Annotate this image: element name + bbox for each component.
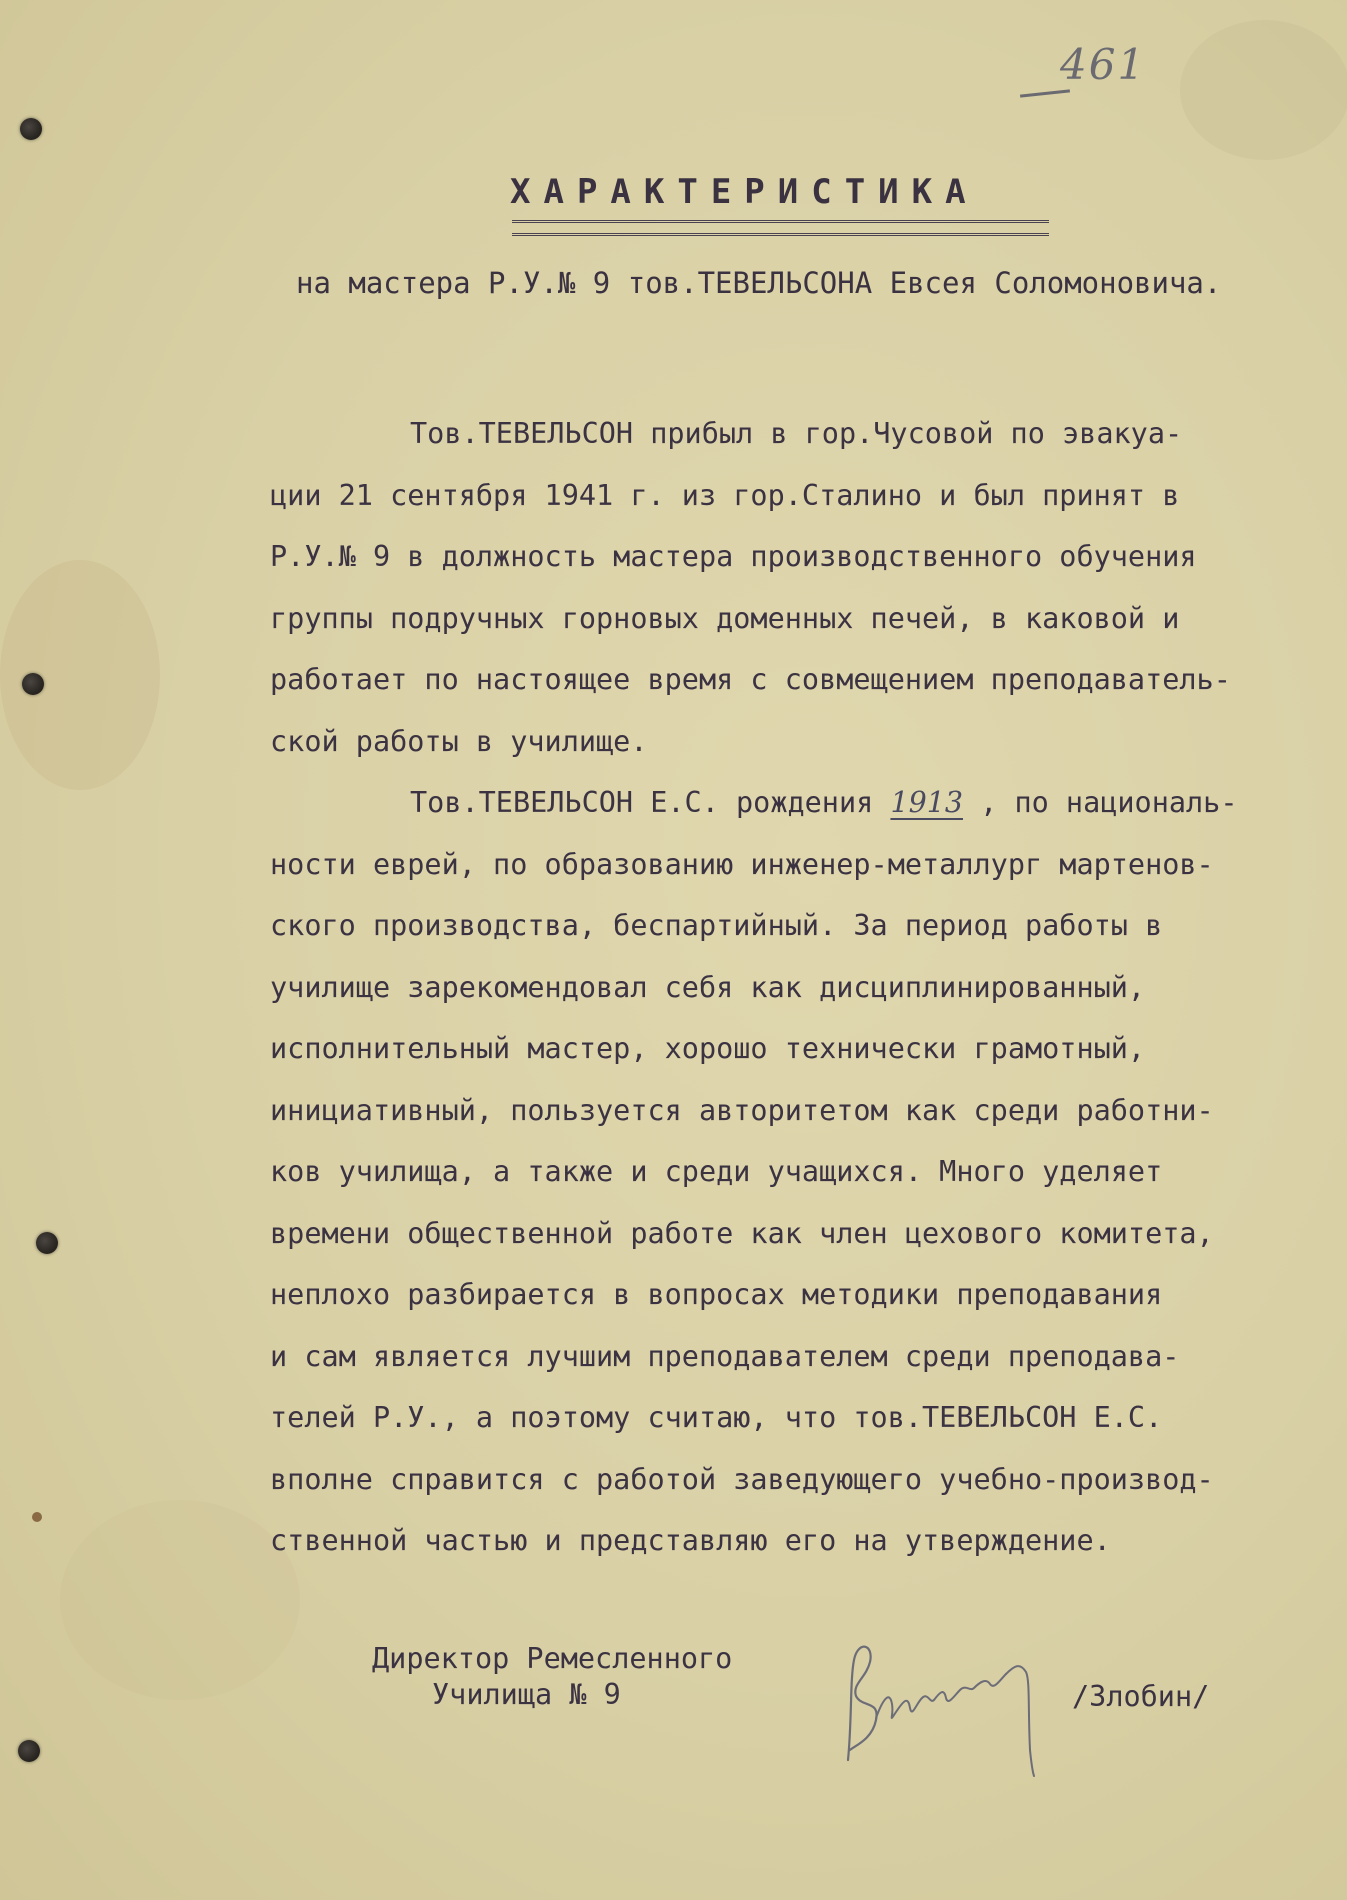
body-line-birth: [270, 772, 1320, 834]
archive-number-dash: [1020, 89, 1070, 97]
signer-school: Училища № 9: [432, 1678, 621, 1711]
signer-name: /Злобин/: [1072, 1680, 1210, 1713]
body-line: времени общественной работе как член цехового комитета,: [270, 1216, 1214, 1250]
body-line: ственной частью и представляю его на утверждение.: [270, 1524, 1111, 1557]
body-line: ского производства, беспартийный. За период работы в: [270, 909, 1163, 942]
birth-year-handwritten: 1913: [890, 786, 963, 819]
body-line: телей Р.У., а поэтому считаю, что тов.ТЕВЕЛЬСОН Е.С.: [270, 1401, 1163, 1434]
body-line: ности еврей, по образованию инженер-металлург мартенов-: [270, 847, 1214, 881]
body-line: группы подручных горновых доменных печей, в каковой и: [270, 601, 1180, 635]
body-line: ции 21 сентября 1941 г. из гор.Сталино и был принят в: [270, 478, 1180, 512]
body-line: исполнительный мастер, хорошо технически грамотный,: [270, 1032, 1146, 1065]
body-line: ков училища, а также и среди учащихся. Много уделяет: [270, 1155, 1163, 1188]
birth-line-end: , по националь-: [962, 786, 1238, 819]
document-body: [270, 403, 1320, 1572]
body-line: работает по настоящее время с совмещением преподаватель-: [270, 663, 1231, 696]
title-underline: [512, 220, 1049, 236]
document-title: ХАРАКТЕРИСТИКА: [510, 172, 979, 212]
birth-line-start: Тов.ТЕВЕЛЬСОН Е.С. рождения: [410, 786, 891, 819]
handwritten-signature: [830, 1600, 1060, 1780]
paper-stain: [0, 560, 160, 790]
punch-hole: [20, 118, 42, 140]
body-line: Р.У.№ 9 в должность мастера производственного обучения: [270, 540, 1197, 573]
punch-hole: [22, 673, 44, 695]
body-line: ской работы в училище.: [270, 724, 648, 758]
body-line: вполне справится с работой заведующего учебно-производ-: [270, 1462, 1214, 1496]
body-line: Тов.ТЕВЕЛЬСОН прибыл в гор.Чусовой по эвакуа-: [410, 417, 1183, 450]
punch-hole: [18, 1740, 40, 1762]
document-subtitle: на мастера Р.У.№ 9 тов.ТЕВЕЛЬСОНА Евсея Соломоновича.: [296, 266, 1222, 300]
body-line: училище зарекомендовал себя как дисциплинированный,: [270, 970, 1146, 1004]
paper-stain: [1180, 20, 1347, 160]
signer-title: Директор Ремесленного: [372, 1642, 733, 1675]
archive-page-number: 461: [1060, 40, 1147, 89]
punch-hole: [36, 1232, 58, 1254]
body-line: инициативный, пользуется авторитетом как среди работни-: [270, 1093, 1214, 1127]
body-line: и сам является лучшим преподавателем среди преподава-: [270, 1339, 1180, 1373]
paper-speck: [32, 1512, 42, 1522]
paper-stain: [60, 1500, 300, 1700]
body-line: неплохо разбирается в вопросах методики преподавания: [270, 1278, 1163, 1311]
